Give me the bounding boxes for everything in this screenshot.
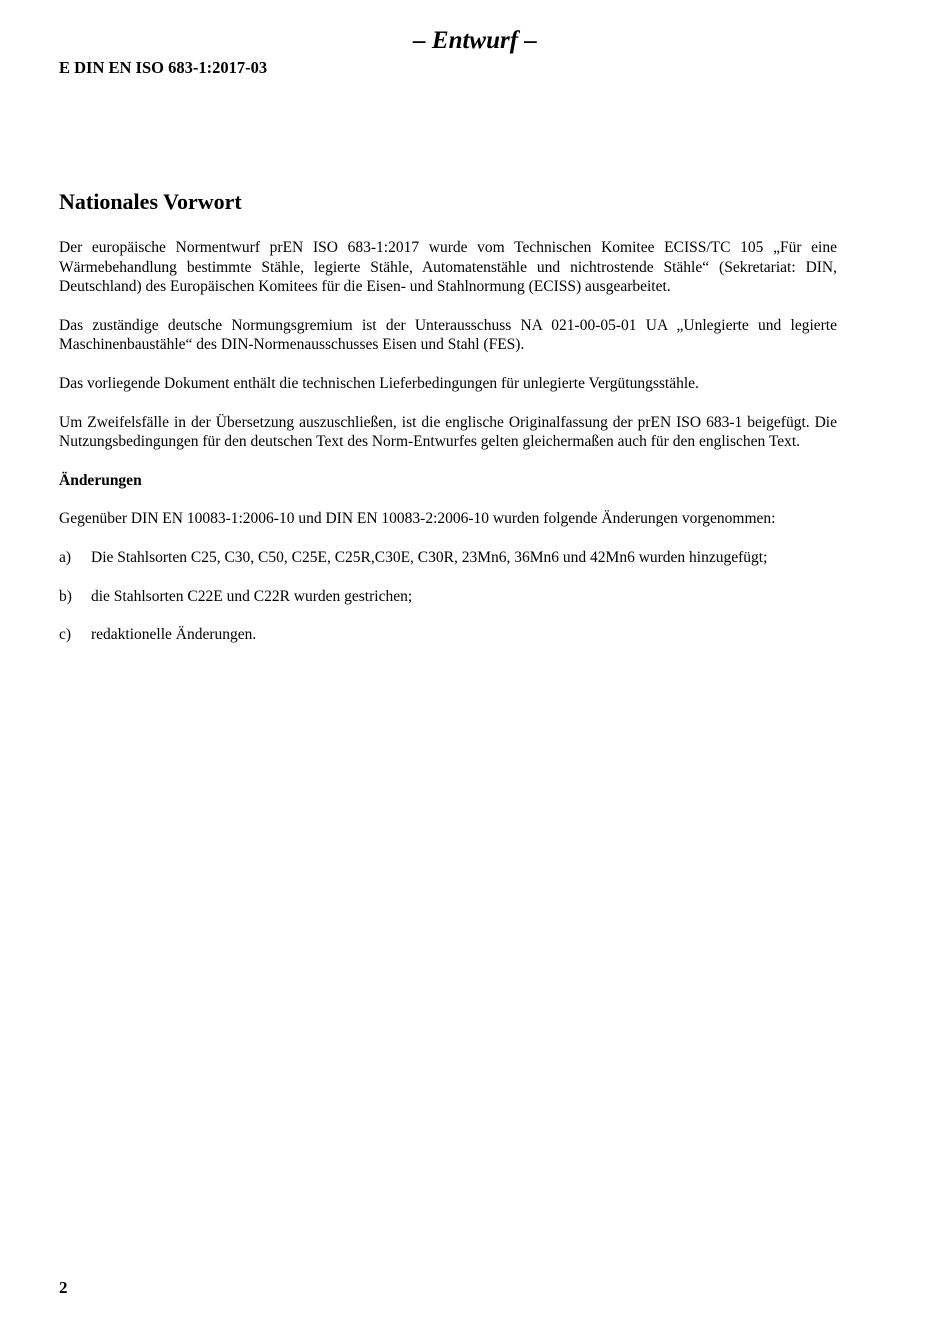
changes-intro: Gegenüber DIN EN 10083-1:2006-10 und DIN EN 10083-2:2006-10 wurden folgende Änderungen vorgenommen: — [59, 510, 776, 528]
paragraph-responsible-body: Das zuständige deutsche Normungsgremium ist der Unterausschuss NA 021-00-05-01 UA „Unlegierte und legierte Maschinenbaustähle“ des DIN-Normenausschusses Eisen und Stahl (FES). — [59, 316, 837, 354]
list-marker: b) — [59, 587, 72, 605]
page-number: 2 — [59, 1278, 68, 1297]
list-item — [59, 548, 837, 568]
list-item — [59, 625, 837, 645]
draft-watermark-title: – Entwurf – — [413, 27, 537, 54]
list-item — [59, 587, 837, 607]
section-title: Nationales Vorwort — [59, 189, 242, 214]
changes-heading: Änderungen — [59, 471, 142, 489]
list-text: Die Stahlsorten C25, C30, C50, C25E, C25R,C30E, C30R, 23Mn6, 36Mn6 und 42Mn6 wurden hinzugefügt; — [91, 548, 768, 566]
list-text: die Stahlsorten C22E und C22R wurden gestrichen; — [91, 587, 413, 605]
list-marker: c) — [59, 626, 72, 644]
paragraph-committee: Der europäische Normentwurf prEN ISO 683-1:2017 wurde vom Technischen Komitee ECISS/TC 105 „Für eine Wärmebehandlung bestimmte Stähle, legierte Stähle, Automatenstähle und nichtrostende Stähle“ (Sekretariat: DIN, Deutschland) des Europäischen Komitees für die Eisen- und Stahlnormung (ECISS) ausgearbeitet. — [59, 239, 837, 296]
page-content — [59, 188, 837, 664]
document-id: E DIN EN ISO 683-1:2017-03 — [59, 58, 268, 77]
paragraph-scope: Das vorliegende Dokument enthält die technischen Lieferbedingungen für unlegierte Vergütungsstähle. — [59, 374, 699, 392]
paragraph-translation: Um Zweifelsfälle in der Übersetzung auszuschließen, ist die englische Originalfassung der prEN ISO 683-1 beigefügt. Die Nutzungsbedingungen für den deutschen Text des Norm-Entwurfes gelten gleichermaßen auch für den englischen Text. — [59, 413, 837, 451]
list-text: redaktionelle Änderungen. — [91, 626, 257, 644]
list-marker: a) — [59, 548, 72, 566]
